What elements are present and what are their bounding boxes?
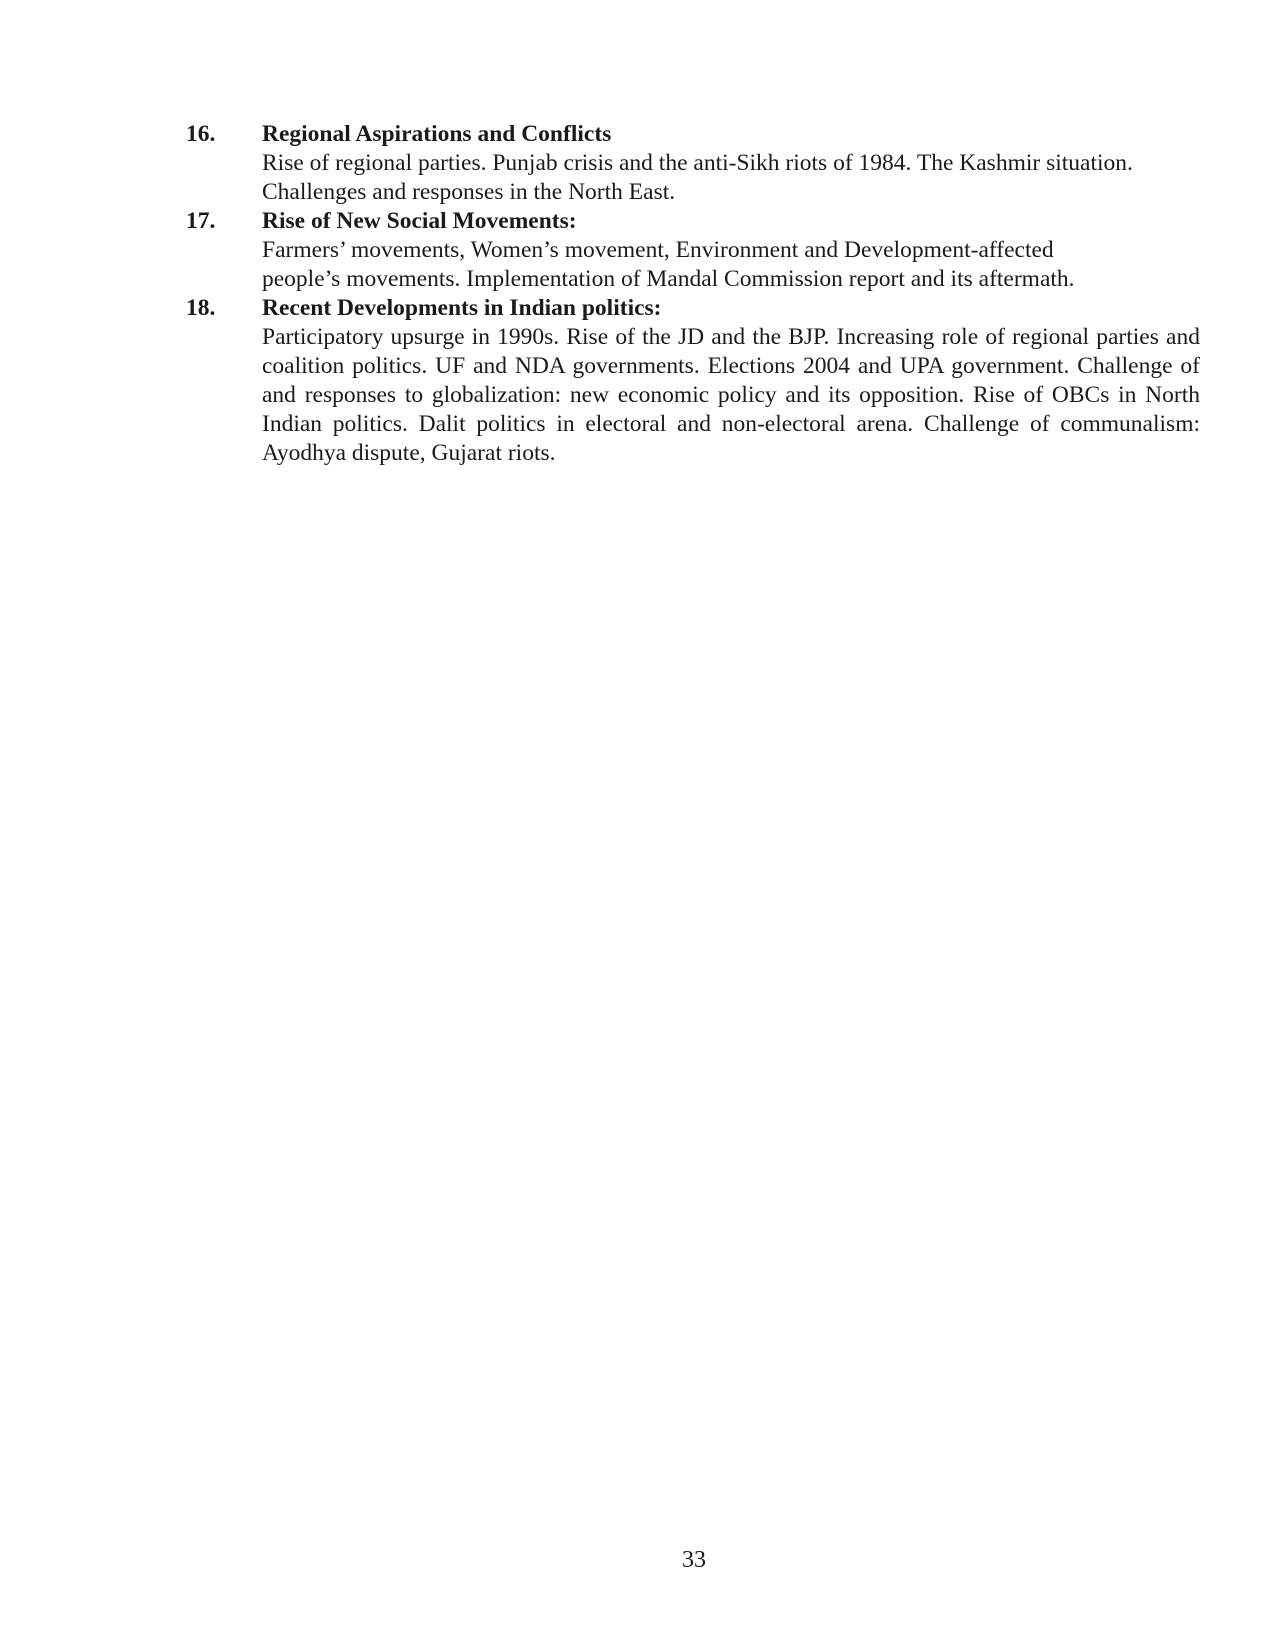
- section-number: 16.: [186, 121, 216, 147]
- page-number: 33: [682, 1547, 706, 1573]
- section-number: 17.: [186, 208, 216, 234]
- section-title: Recent Developments in Indian politics:: [262, 295, 662, 321]
- section-title: Regional Aspirations and Conflicts: [262, 121, 612, 147]
- section-16: [186, 120, 1200, 207]
- section-heading: [186, 207, 1200, 236]
- section-number: 18.: [186, 295, 216, 321]
- section-body-line: people’s movements. Implementation of Mandal Commission report and its aftermath.: [262, 266, 1075, 292]
- section-body: [262, 323, 1200, 468]
- section-heading: [186, 294, 1200, 323]
- section-title: Rise of New Social Movements:: [262, 208, 577, 234]
- section-body-line: Farmers’ movements, Women’s movement, Environment and Development-affected: [262, 237, 1054, 263]
- section-17: [186, 207, 1200, 294]
- syllabus-content: [186, 120, 1200, 468]
- section-body: [262, 236, 1200, 294]
- section-body-paragraph: Participatory upsurge in 1990s. Rise of the JD and the BJP. Increasing role of regional parties and coalition politics. UF and NDA governments. Elections 2004 and UPA government. Challenge of and responses to globalization: new economic policy and its opposition. Rise of OBCs in North Indian politics. Dalit politics in electoral and non-electoral arena. Challenge of communalism: Ayodhya dispute, Gujarat riots.: [262, 324, 1200, 466]
- section-18: [186, 294, 1200, 468]
- section-heading: [186, 120, 1200, 149]
- section-body: Rise of regional parties. Punjab crisis and the anti-Sikh riots of 1984. The Kashmir situation. Challenges and responses in the North East.: [262, 150, 1133, 205]
